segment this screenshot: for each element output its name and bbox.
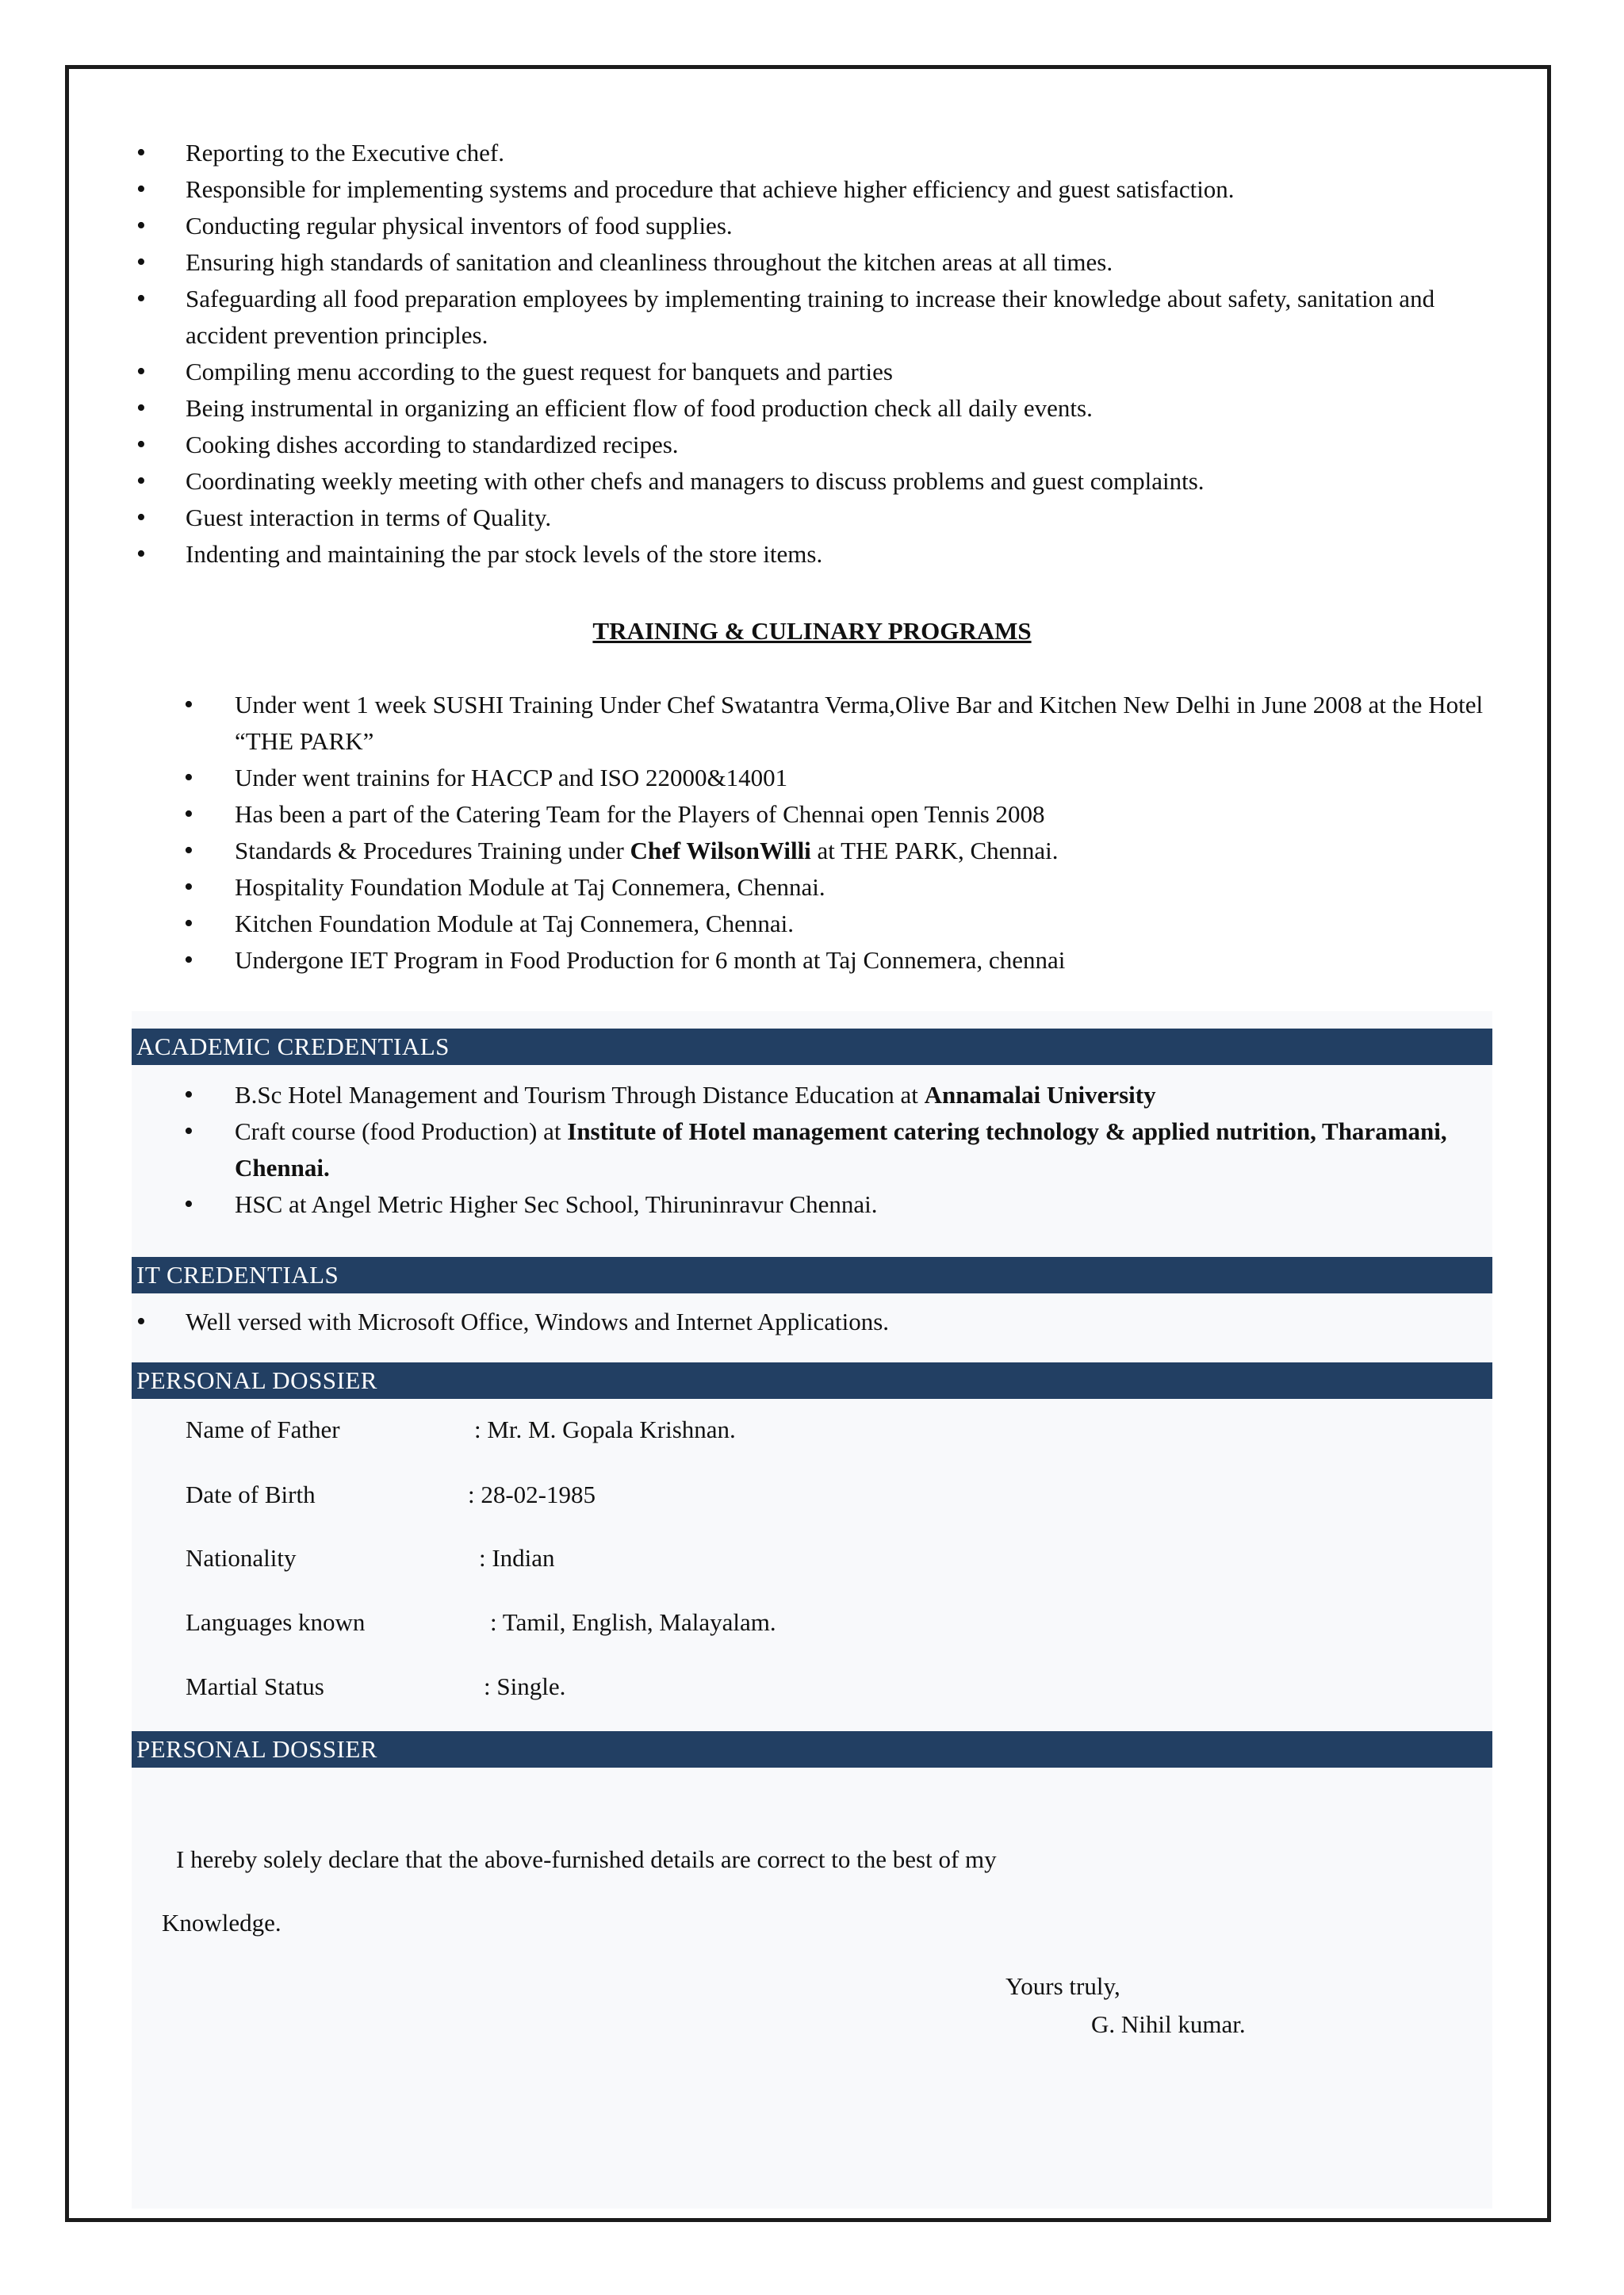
list-item	[181, 1113, 1497, 1186]
field-value: : Single.	[484, 1672, 566, 1700]
field-value: : Tamil, English, Malayalam.	[490, 1608, 776, 1636]
item-text: at THE PARK, Chennai.	[810, 837, 1059, 864]
field-label: Name of Father	[186, 1416, 340, 1443]
item-bold-text: Annamalai University	[924, 1081, 1156, 1109]
list-item: • Kitchen Foundation Module at Taj Connemera, Chennai.	[181, 906, 1497, 942]
closing-text: Yours truly,	[1005, 1972, 1120, 2000]
field-value: : Indian	[479, 1544, 555, 1572]
list-item: • Reporting to the Executive chef.	[133, 135, 1497, 171]
list-item: • Hospitality Foundation Module at Taj Connemera, Chennai.	[181, 869, 1497, 906]
item-text: Craft course (food Production) at	[235, 1117, 568, 1145]
list-item: • Well versed with Microsoft Office, Windows and Internet Applications.	[133, 1304, 1497, 1340]
field-value: : Mr. M. Gopala Krishnan.	[474, 1416, 736, 1443]
item-text: B.Sc Hotel Management and Tourism Through Distance Education at	[235, 1081, 925, 1109]
training-heading: TRAINING & CULINARY PROGRAMS	[592, 617, 1032, 645]
field-value: : 28-02-1985	[468, 1481, 596, 1508]
academic-heading: ACADEMIC CREDENTIALS	[132, 1029, 1492, 1065]
list-item: • Compiling menu according to the guest request for banquets and parties	[133, 354, 1497, 390]
field-label: Date of Birth	[186, 1481, 316, 1508]
item-text: Standards & Procedures Training under	[235, 837, 630, 864]
item-bold-text: Institute of Hotel management catering technology & applied nutrition, Tharamani, Chennai.	[235, 1117, 1447, 1182]
list-item: • Indenting and maintaining the par stock levels of the store items.	[133, 536, 1497, 573]
list-item	[181, 833, 1497, 869]
field-label: Martial Status	[186, 1672, 324, 1700]
list-item: • Guest interaction in terms of Quality.	[133, 500, 1497, 536]
list-item: • Ensuring high standards of sanitation and cleanliness throughout the kitchen areas at all times.	[133, 244, 1497, 281]
list-item: • Has been a part of the Catering Team for the Players of Chennai open Tennis 2008	[181, 796, 1497, 833]
list-item: • Safeguarding all food preparation employees by implementing training to increase their knowledge about safety, sanitation and accident prevention principles.	[133, 281, 1497, 354]
list-item: • Cooking dishes according to standardized recipes.	[133, 427, 1497, 463]
field-label: Languages known	[186, 1608, 366, 1636]
it-heading: IT CREDENTIALS	[132, 1257, 1492, 1293]
item-bold-text: Chef WilsonWilli	[630, 837, 811, 864]
signature-name: G. Nihil kumar.	[1091, 2010, 1246, 2038]
declaration-text: I hereby solely declare that the above-furnished details are correct to the best of my	[176, 1845, 997, 1873]
list-item: • HSC at Angel Metric Higher Sec School, Thiruninravur Chennai.	[181, 1186, 1497, 1223]
responsibilities-list	[133, 135, 1497, 573]
personal-heading: PERSONAL DOSSIER	[132, 1362, 1492, 1399]
training-list	[181, 687, 1497, 979]
academic-list	[181, 1077, 1497, 1223]
it-list	[133, 1304, 1497, 1340]
list-item: • Being instrumental in organizing an efficient flow of food production check all daily events.	[133, 390, 1497, 427]
field-label: Nationality	[186, 1544, 297, 1572]
declaration-text: Knowledge.	[162, 1909, 282, 1937]
list-item: • Responsible for implementing systems and procedure that achieve higher efficiency and guest satisfaction.	[133, 171, 1497, 208]
list-item: • Conducting regular physical inventors of food supplies.	[133, 208, 1497, 244]
list-item: • Under went trainins for HACCP and ISO 22000&14001	[181, 760, 1497, 796]
list-item	[181, 1077, 1497, 1113]
list-item: • Under went 1 week SUSHI Training Under Chef Swatantra Verma,Olive Bar and Kitchen New Delhi in June 2008 at the Hotel “THE PARK”	[181, 687, 1497, 760]
declaration-heading: PERSONAL DOSSIER	[132, 1731, 1492, 1768]
list-item: • Coordinating weekly meeting with other chefs and managers to discuss problems and guest complaints.	[133, 463, 1497, 500]
list-item: • Undergone IET Program in Food Production for 6 month at Taj Connemera, chennai	[181, 942, 1497, 979]
